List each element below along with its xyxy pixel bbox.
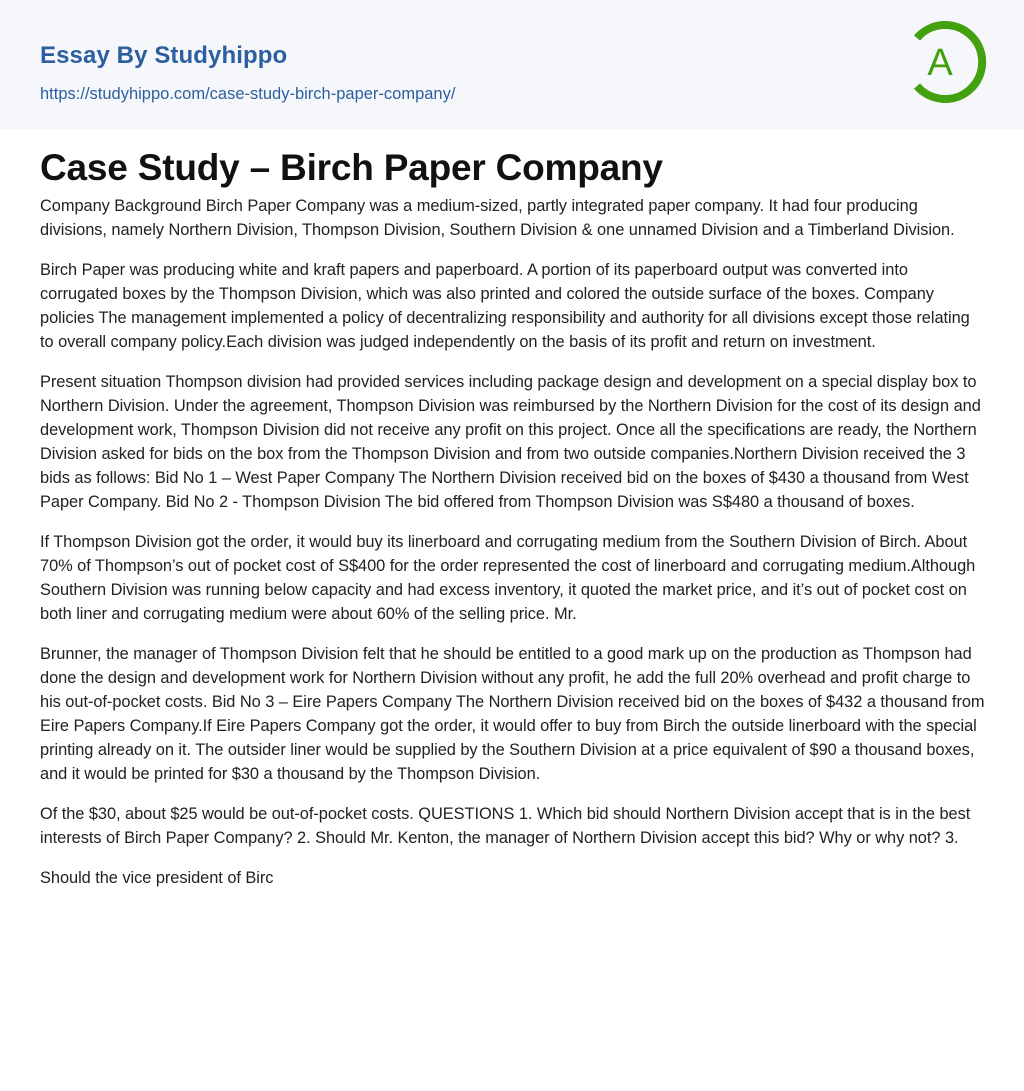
essay-body [40,194,986,906]
page-title: Case Study – Birch Paper Company [40,147,663,188]
paragraph-truncated: Should the vice president of Birc [40,869,274,887]
source-url-link[interactable]: https://studyhippo.com/case-study-birch-paper-company/ [40,85,456,103]
studyhippo-logo-icon[interactable] [905,20,989,104]
paragraph-questions: Of the $30, about $25 would be out-of-pocket costs. QUESTIONS 1. Which bid should Northern Division accept that is in the best interests of Birch Paper Company? 2. Should Mr. Kenton, the manager of Northern Division accept this bid? Why or why not? 3. [40,805,971,847]
paragraph-thompson-costs: If Thompson Division got the order, it would buy its linerboard and corrugating medium from the Southern Division of Birch. About 70% of Thompson’s out of pocket cost of S$400 for the order represented the cost of linerboard and corrugating medium.Although Southern Division was running below capacity and had excess inventory, it quoted the market price, and it’s out of pocket cost on both liner and corrugating medium were about 60% of the selling price. Mr. [40,533,976,623]
paragraph-company-policies: Birch Paper was producing white and kraft papers and paperboard. A portion of its paperboard output was converted into corrugated boxes by the Thompson Division, which was also printed and colored the outside surface of the boxes. Company policies The management implemented a policy of decentralizing responsibility and authority for all divisions except those relating to overall company policy.Each division was judged independently on the basis of its profit and return on investment. [40,261,970,351]
brand-title-link[interactable]: Essay By Studyhippo [40,42,288,69]
paragraph-present-situation: Present situation Thompson division had provided services including package design and development on a special display box to Northern Division. Under the agreement, Thompson Division was reimbursed by the Northern Division for the cost of its design and development work, Thompson Division did not receive any profit on this project. Once all the specifications are ready, the Northern Division asked for bids on the box from the Thompson Division and from two outside companies.Northern Division received the 3 bids as follows: Bid No 1 – West Paper Company The Northern Division received bid on the boxes of $430 a thousand from West Paper Company. Bid No 2 - Thompson Division The bid offered from Thompson Division was S$480 a thousand of boxes. [40,373,981,511]
logo-svg [905,20,989,104]
paragraph-brunner-markup: Brunner, the manager of Thompson Division felt that he should be entitled to a good mark up on the production as Thompson had done the design and development work for Northern Division without any profit, he add the full 20% overhead and profit charge to his out-of-pocket costs. Bid No 3 – Eire Papers Company The Northern Division received bid on the boxes of $432 a thousand from Eire Papers Company.If Eire Papers Company got the order, it would offer to buy from Birch the outside linerboard with the special printing already on it. The outsider liner would be supplied by the Southern Division at a price equivalent of $90 a thousand boxes, and it would be printed for $30 a thousand by the Thompson Division. [40,645,985,783]
paragraph-company-background: Company Background Birch Paper Company was a medium-sized, partly integrated paper company. It had four producing divisions, namely Northern Division, Thompson Division, Southern Division & one unnamed Division and a Timberland Division. [40,197,955,239]
logo-letter: A [927,42,953,84]
